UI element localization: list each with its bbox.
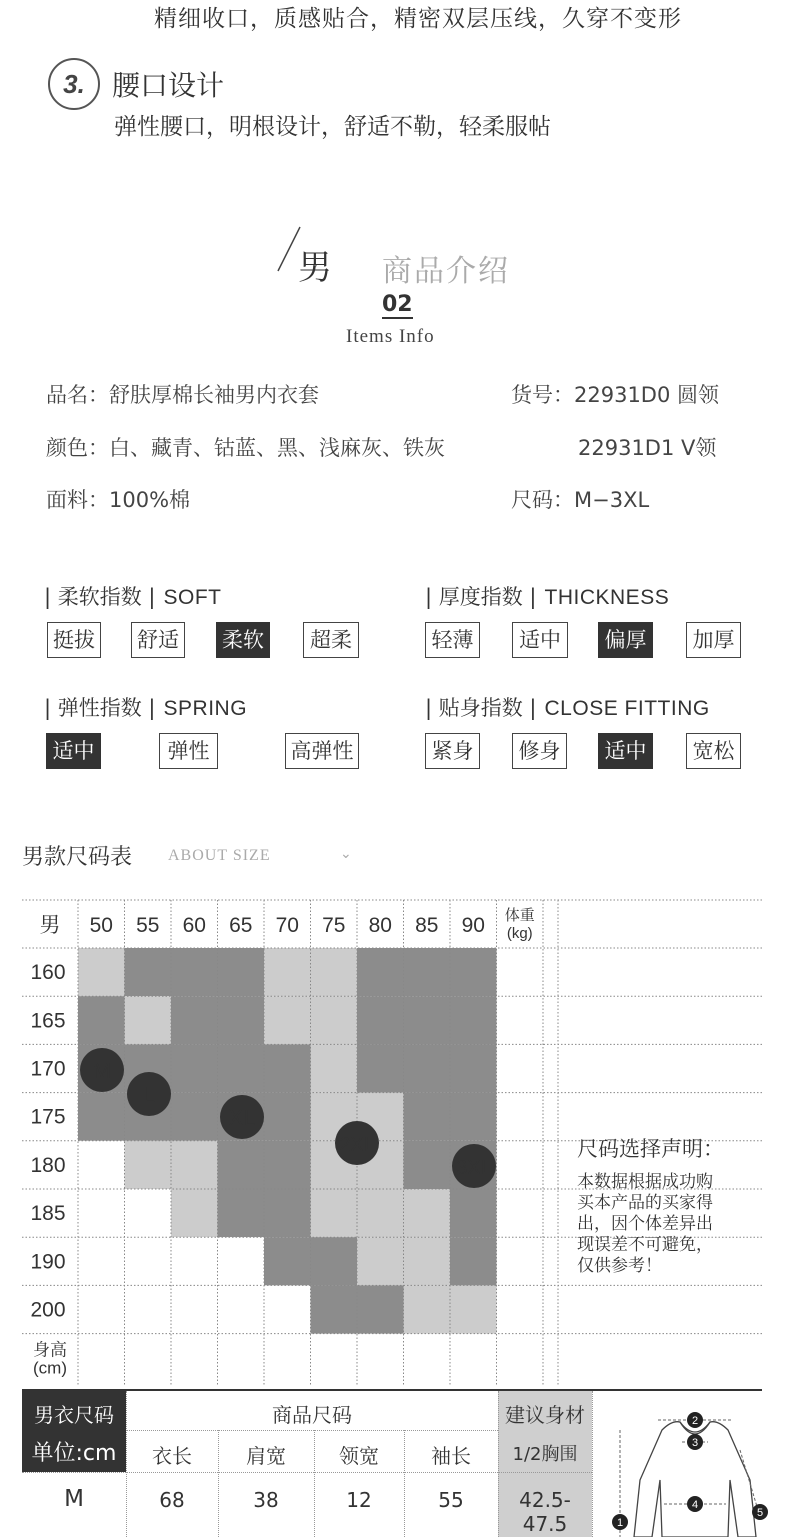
fitting-option-3-selected: 适中 xyxy=(598,733,653,769)
size-cell xyxy=(171,1093,218,1141)
height-label: 190 xyxy=(30,1250,66,1274)
size-cell xyxy=(218,996,265,1044)
thickness-option-2: 适中 xyxy=(512,622,568,658)
table-col-size-label: 男衣尺码 xyxy=(34,1403,114,1427)
soft-index-heading: | 柔软指数 | SOFT xyxy=(44,585,222,609)
height-label: 180 xyxy=(30,1153,66,1177)
table-unit-label: 单位:cm xyxy=(31,1441,117,1466)
height-label: 185 xyxy=(30,1202,66,1226)
soft-option-1: 挺拔 xyxy=(47,622,101,658)
size-cell xyxy=(264,1093,311,1141)
size-cell xyxy=(357,1237,404,1285)
size-cell xyxy=(125,1141,172,1189)
table-cell-chest: 42.5-47.5 xyxy=(519,1488,571,1536)
size-cell xyxy=(357,948,404,996)
size-cell xyxy=(264,1044,311,1092)
size-notice-body xyxy=(577,1172,737,1277)
table-divider xyxy=(126,1430,498,1431)
garment-measure-diagram xyxy=(600,1400,770,1537)
size-cell xyxy=(404,996,451,1044)
product-sku-round: 货号：22931D0 圆领 xyxy=(511,383,720,407)
thickness-option-4: 加厚 xyxy=(686,622,741,658)
size-cell xyxy=(264,948,311,996)
soft-option-3-selected: 柔软 xyxy=(216,622,270,658)
weight-label: 70 xyxy=(275,914,299,937)
weight-label: 75 xyxy=(322,914,346,937)
table-vline xyxy=(314,1430,315,1537)
fitting-option-1: 紧身 xyxy=(425,733,480,769)
marker-5 xyxy=(752,1504,768,1520)
size-badge-label: 3XL xyxy=(456,1157,492,1179)
size-cell xyxy=(404,1189,451,1237)
spring-index-heading: | 弹性指数 | SPRING xyxy=(44,696,248,720)
size-chart-subtitle: ABOUT SIZE xyxy=(168,847,271,864)
fitting-option-2: 修身 xyxy=(512,733,567,769)
size-cell xyxy=(218,1141,265,1189)
size-cell xyxy=(404,1044,451,1092)
size-cell xyxy=(125,996,172,1044)
size-cell xyxy=(218,1237,265,1285)
size-notice-title: 尺码选择声明： xyxy=(577,1137,724,1161)
size-cell xyxy=(125,1285,172,1333)
notice-line: 出，因个体差异出 xyxy=(577,1214,713,1234)
product-fabric: 面料：100%棉 xyxy=(46,488,191,512)
soft-option-2: 舒适 xyxy=(131,622,185,658)
notice-line: 买本产品的买家得 xyxy=(577,1193,713,1213)
size-cell xyxy=(450,1189,497,1237)
size-cell xyxy=(404,1141,451,1189)
weight-label: 60 xyxy=(182,914,206,937)
height-label: 170 xyxy=(30,1057,66,1081)
size-cell xyxy=(171,1189,218,1237)
weight-label: 90 xyxy=(461,914,485,937)
size-cell xyxy=(264,1237,311,1285)
height-label: 175 xyxy=(30,1105,66,1129)
size-cell xyxy=(311,948,358,996)
spring-option-3: 高弹性 xyxy=(285,733,359,769)
size-cell xyxy=(171,1141,218,1189)
size-cell xyxy=(125,1237,172,1285)
size-cell xyxy=(264,996,311,1044)
size-cell xyxy=(78,1237,125,1285)
size-cell xyxy=(450,1093,497,1141)
size-cell xyxy=(78,1189,125,1237)
size-cell xyxy=(264,1285,311,1333)
size-cell xyxy=(357,1189,404,1237)
product-sku-v: 22931D1 V领 xyxy=(578,436,717,460)
feature-number-badge: 3. xyxy=(48,58,100,110)
size-cell xyxy=(357,1285,404,1333)
fitting-index-heading: | 贴身指数 | CLOSE FITTING xyxy=(425,696,710,720)
svg-text:2: 2 xyxy=(691,1415,699,1427)
product-name: 品名：舒肤厚棉长袖男内衣套 xyxy=(46,383,319,407)
table-header-shoulder: 肩宽 xyxy=(246,1444,286,1468)
table-cell-collar: 12 xyxy=(346,1488,372,1512)
size-cell xyxy=(357,996,404,1044)
size-cell xyxy=(78,948,125,996)
size-cell xyxy=(171,1285,218,1333)
size-cell xyxy=(311,1189,358,1237)
feature-prev-desc: 精细收口，质感贴合，精密双层压线，久穿不变形 xyxy=(154,6,682,32)
size-cell xyxy=(311,1237,358,1285)
size-cell xyxy=(218,948,265,996)
table-vline xyxy=(404,1430,405,1537)
svg-text:3: 3 xyxy=(691,1437,699,1449)
table-vline xyxy=(218,1430,219,1537)
marker-4 xyxy=(687,1496,703,1512)
table-header-collar: 领宽 xyxy=(339,1444,379,1468)
marker-3 xyxy=(687,1434,703,1450)
size-cell xyxy=(218,1044,265,1092)
spring-option-1-selected: 适中 xyxy=(46,733,101,769)
section-subtitle: Items Info xyxy=(346,326,435,347)
height-label: 160 xyxy=(30,961,66,985)
size-badge-label: L xyxy=(142,1082,156,1107)
weight-label: 85 xyxy=(415,914,439,937)
size-chart-title: 男款尺码表 xyxy=(22,845,133,870)
height-label: 200 xyxy=(30,1298,66,1322)
section-title: 商品介绍 xyxy=(382,254,510,289)
size-cell xyxy=(264,1189,311,1237)
thickness-option-1: 轻薄 xyxy=(425,622,480,658)
table-cell-sleeve: 55 xyxy=(438,1488,464,1512)
size-cell xyxy=(264,1141,311,1189)
size-cell xyxy=(78,1093,125,1141)
table-cell-shoulder: 38 xyxy=(253,1488,279,1512)
table-suggest-sub: 1/2胸围 xyxy=(512,1444,578,1465)
size-cell xyxy=(404,948,451,996)
marker-2 xyxy=(687,1412,703,1428)
svg-text:5: 5 xyxy=(756,1507,764,1519)
table-vline xyxy=(592,1391,593,1537)
feature-desc: 弹性腰口，明根设计，舒适不勒，轻柔服帖 xyxy=(114,114,551,140)
size-cell xyxy=(311,1044,358,1092)
size-cell xyxy=(218,1285,265,1333)
notice-line: 现误差不可避免， xyxy=(577,1235,713,1255)
height-label: 165 xyxy=(30,1009,66,1033)
notice-line: 本数据根据成功购 xyxy=(577,1172,713,1192)
table-cell-length: 68 xyxy=(159,1488,185,1512)
table-suggest-label: 建议身材 xyxy=(505,1403,585,1427)
table-header-sleeve: 袖长 xyxy=(431,1444,471,1468)
size-cell xyxy=(171,948,218,996)
size-badge-label: M xyxy=(92,1058,112,1083)
size-cell xyxy=(171,1237,218,1285)
size-cell xyxy=(450,1285,497,1333)
size-cell xyxy=(78,1141,125,1189)
chevron-down-icon: ⌄ xyxy=(340,846,352,862)
size-cell xyxy=(357,1044,404,1092)
size-cell xyxy=(450,1044,497,1092)
size-cell xyxy=(125,948,172,996)
size-cell xyxy=(311,1285,358,1333)
section-gender: 男 xyxy=(298,248,332,288)
height-unit-label: 身高 xyxy=(33,1340,67,1360)
table-row-size: M xyxy=(64,1486,84,1512)
size-cell xyxy=(404,1285,451,1333)
product-colors: 颜色：白、藏青、钴蓝、黑、浅麻灰、铁灰 xyxy=(46,436,445,460)
feature-title: 腰口设计 xyxy=(112,69,225,102)
table-header-length: 衣长 xyxy=(152,1444,192,1468)
weight-label: 55 xyxy=(136,914,160,937)
size-cell xyxy=(450,1237,497,1285)
svg-text:4: 4 xyxy=(691,1499,699,1511)
thickness-index-heading: | 厚度指数 | THICKNESS xyxy=(425,585,670,609)
thickness-option-3-selected: 偏厚 xyxy=(598,622,653,658)
size-cell xyxy=(404,1237,451,1285)
height-unit-label: (cm) xyxy=(33,1358,67,1378)
size-badge-label: 2XL xyxy=(339,1134,375,1156)
table-top-rule xyxy=(22,1389,762,1391)
size-cell xyxy=(450,948,497,996)
size-cell xyxy=(218,1189,265,1237)
size-cell xyxy=(404,1093,451,1141)
size-cell xyxy=(171,1044,218,1092)
size-cell xyxy=(78,996,125,1044)
table-group-label: 商品尺码 xyxy=(272,1403,352,1427)
size-cell xyxy=(311,996,358,1044)
size-badge-label: XL xyxy=(228,1105,256,1130)
size-cell xyxy=(450,996,497,1044)
section-number: 02 xyxy=(382,292,413,317)
table-vline xyxy=(126,1391,127,1537)
weight-label: 50 xyxy=(89,914,113,937)
notice-line: 仅供参考！ xyxy=(577,1256,662,1276)
soft-option-4: 超柔 xyxy=(303,622,359,658)
size-cell xyxy=(125,1189,172,1237)
weight-label: 80 xyxy=(368,914,392,937)
fitting-option-4: 宽松 xyxy=(686,733,741,769)
table-row-divider xyxy=(22,1472,592,1473)
spring-option-2: 弹性 xyxy=(159,733,218,769)
size-cell xyxy=(78,1285,125,1333)
weight-unit-label: (kg) xyxy=(506,925,533,942)
product-size-range: 尺码：M−3XL xyxy=(511,488,650,512)
weight-unit-label: 体重 xyxy=(504,907,535,924)
marker-1 xyxy=(612,1514,628,1530)
weight-label: 65 xyxy=(229,914,253,937)
svg-text:1: 1 xyxy=(616,1517,624,1529)
grid-corner-label: 男 xyxy=(39,914,61,937)
size-cell xyxy=(171,996,218,1044)
